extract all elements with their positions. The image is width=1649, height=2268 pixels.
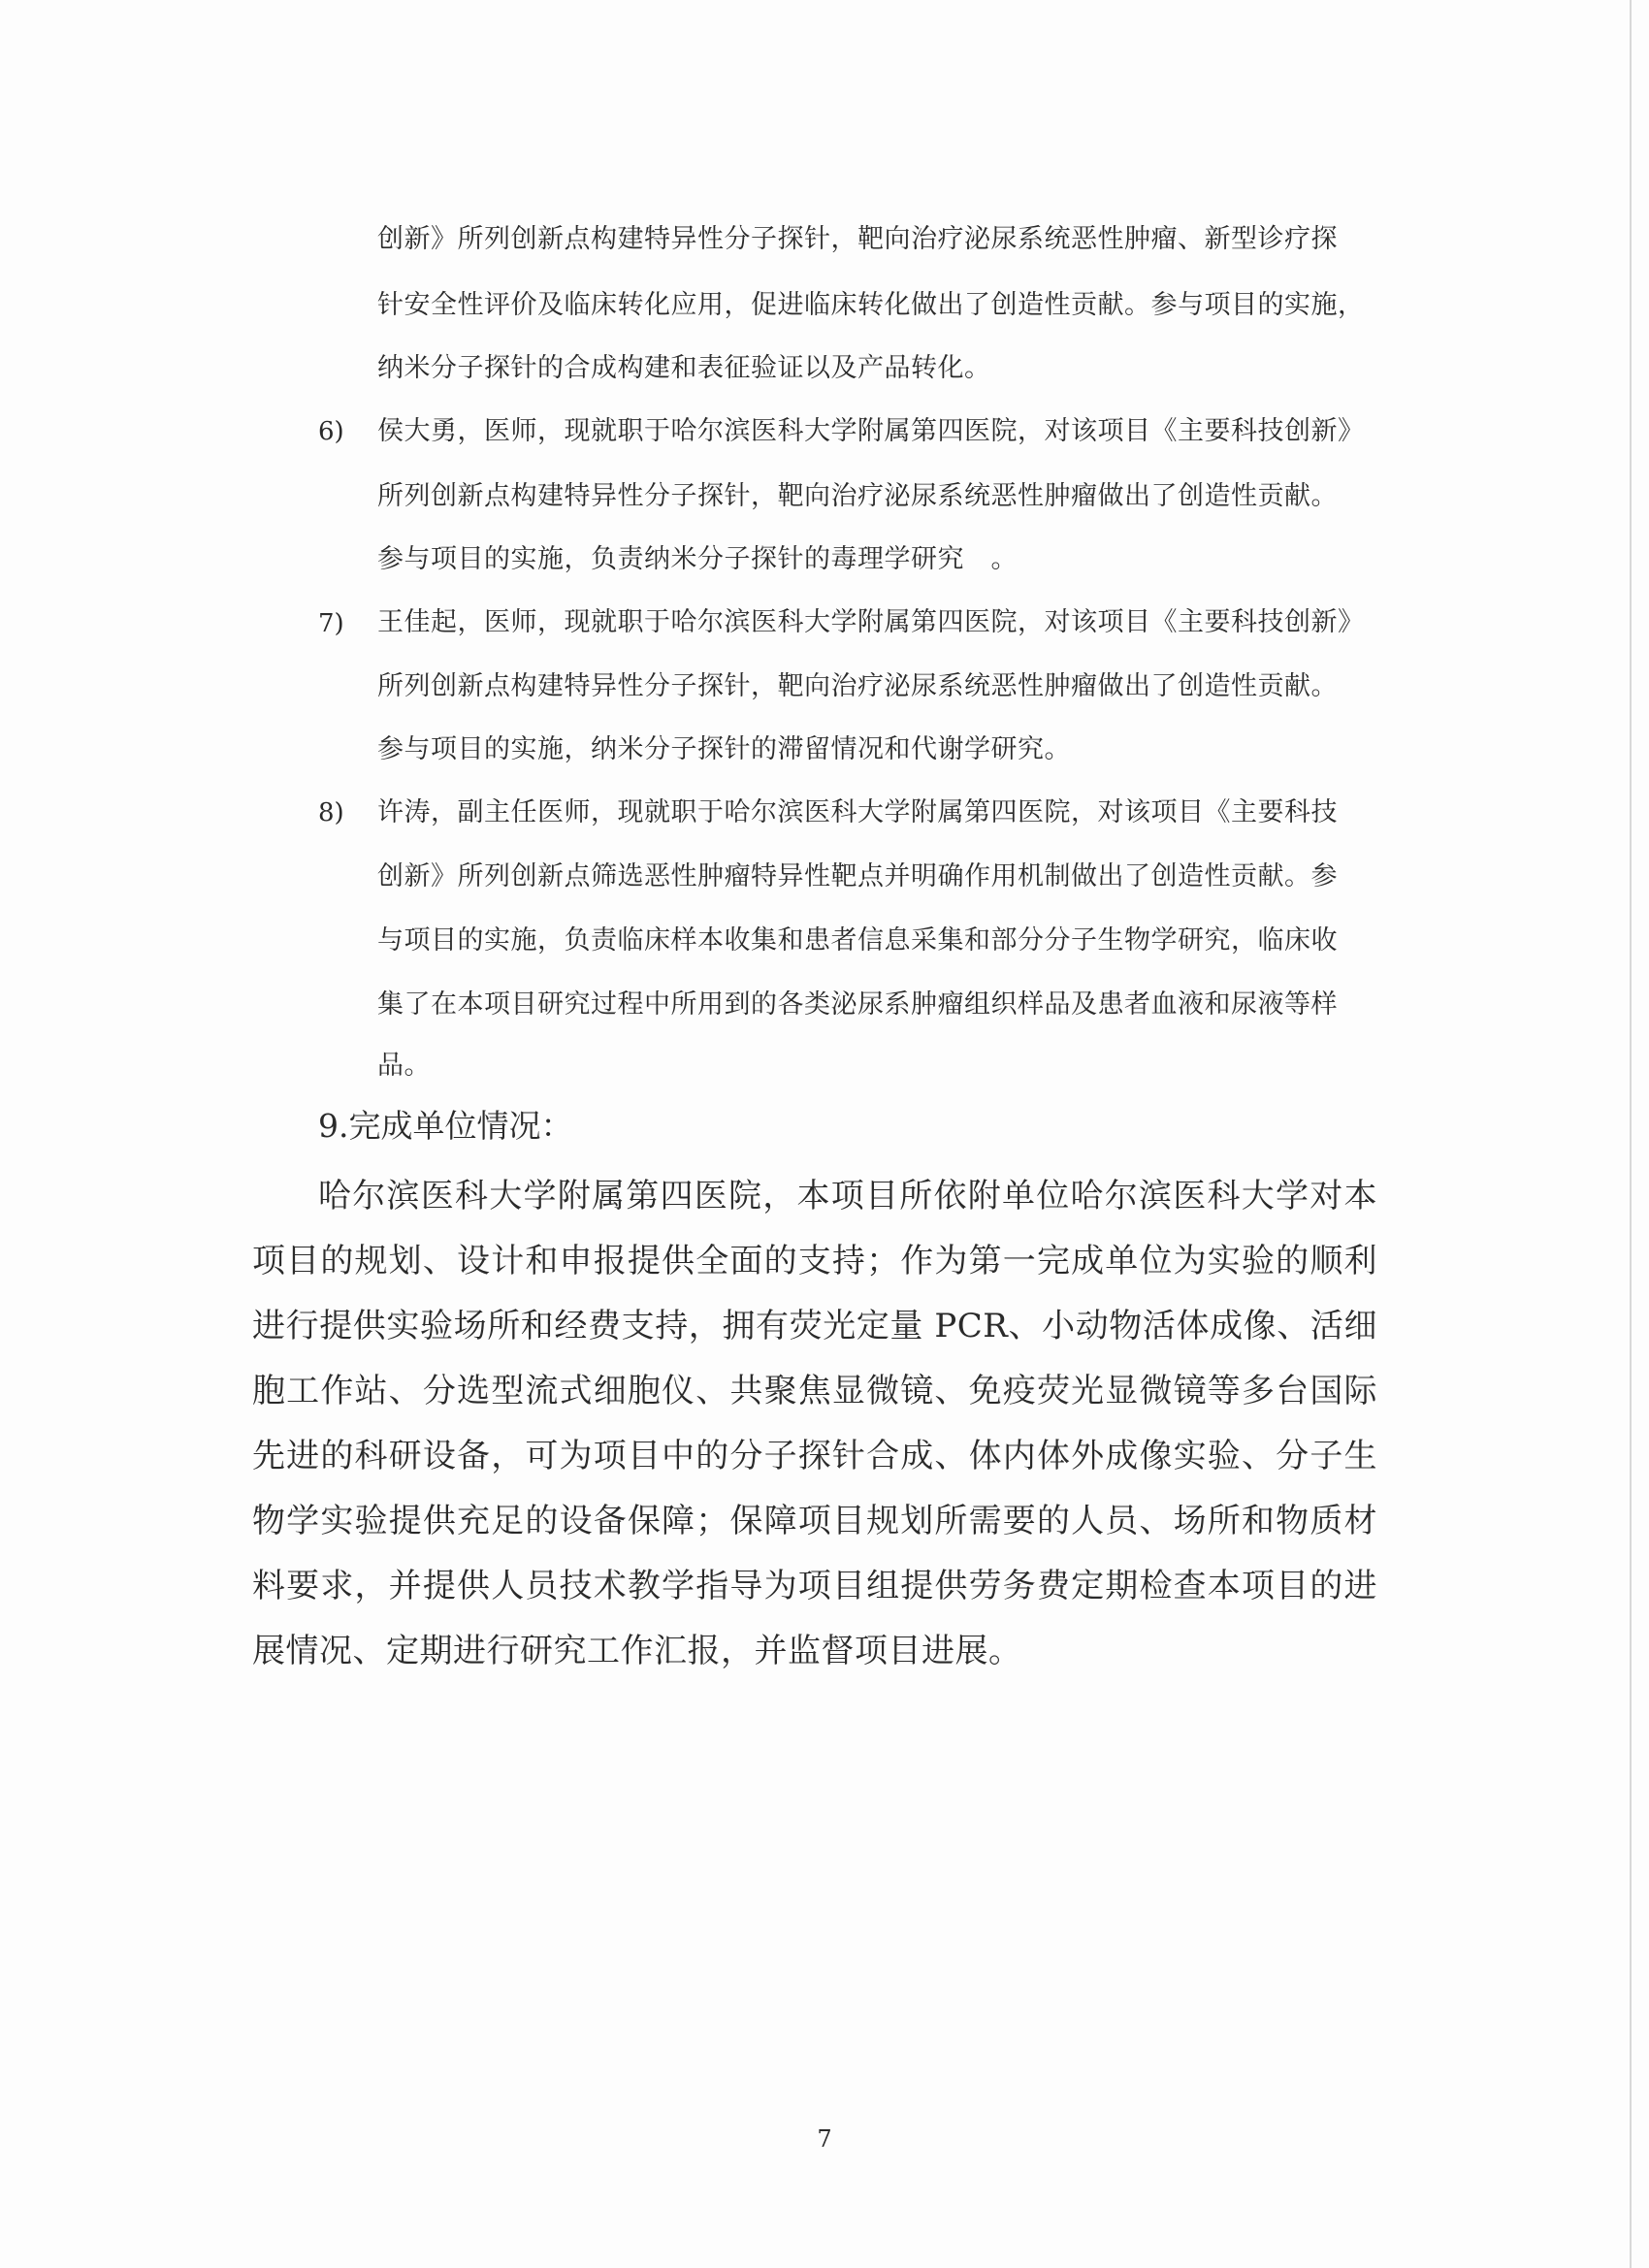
page-number: 7 bbox=[817, 2125, 832, 2153]
list-item-number: 7) bbox=[318, 609, 344, 638]
list-item-line: 所列创新点构建特异性分子探针，靶向治疗泌尿系统恶性肿瘤做出了创造性贡献。 bbox=[377, 481, 1338, 511]
list-item-number: 6) bbox=[318, 417, 344, 446]
list-item-line: 王佳起，医师，现就职于哈尔滨医科大学附属第四医院，对该项目《主要科技创新》 bbox=[377, 607, 1365, 637]
list-item-line: 参与项目的实施，负责纳米分子探针的毒理学研究 。 bbox=[377, 544, 1018, 574]
list-item-line: 品。 bbox=[377, 1051, 431, 1081]
list-item-line: 与项目的实施，负责临床样本收集和患者信息采集和部分分子生物学研究，临床收 bbox=[377, 925, 1338, 956]
continuation-line: 纳米分子探针的合成构建和表征验证以及产品转化。 bbox=[377, 353, 991, 383]
list-item-line: 创新》所列创新点筛选恶性肿瘤特异性靶点并明确作用机制做出了创造性贡献。参 bbox=[377, 861, 1338, 891]
list-item-line: 许涛，副主任医师，现就职于哈尔滨医科大学附属第四医院，对该项目《主要科技 bbox=[377, 797, 1338, 827]
section-paragraph: 哈尔滨医科大学附属第四医院，本项目所依附单位哈尔滨医科大学对本项目的规划、设计和申报提供全面的支持；作为第一完成单位为实验的顺利进行提供实验场所和经费支持，拥有荧光定量 PCR、小动物活体成像、活细胞工作站、分选型流式细胞仪、共聚焦显微镜、免疫荧光显微镜等多台国际先进的科研设备，可为项目中的分子探针合成、体内体外成像实验、分子生物学实验提供充足的设备保障；保障项目规划所需要的人员、场所和物质材料要求，并提供人员技术教学指导为项目组提供劳务费定期检查本项目的进展情况、定期进行研究工作汇报，并监督项目进展。 bbox=[252, 1177, 1377, 1670]
list-item-line: 参与项目的实施，纳米分子探针的滞留情况和代谢学研究。 bbox=[377, 734, 1071, 764]
section-heading: 9.完成单位情况： bbox=[318, 1107, 573, 1145]
scan-edge bbox=[1630, 0, 1632, 2268]
list-item-line: 侯大勇，医师，现就职于哈尔滨医科大学附属第四医院，对该项目《主要科技创新》 bbox=[377, 416, 1365, 446]
list-item-number: 8) bbox=[318, 798, 344, 827]
list-item-line: 所列创新点构建特异性分子探针，靶向治疗泌尿系统恶性肿瘤做出了创造性贡献。 bbox=[377, 671, 1338, 701]
list-item-line: 集了在本项目研究过程中所用到的各类泌尿系肿瘤组织样品及患者血液和尿液等样 bbox=[377, 989, 1338, 1020]
continuation-line: 针安全性评价及临床转化应用，促进临床转化做出了创造性贡献。参与项目的实施， bbox=[377, 290, 1365, 320]
continuation-line: 创新》所列创新点构建特异性分子探针，靶向治疗泌尿系统恶性肿瘤、新型诊疗探 bbox=[377, 224, 1338, 254]
